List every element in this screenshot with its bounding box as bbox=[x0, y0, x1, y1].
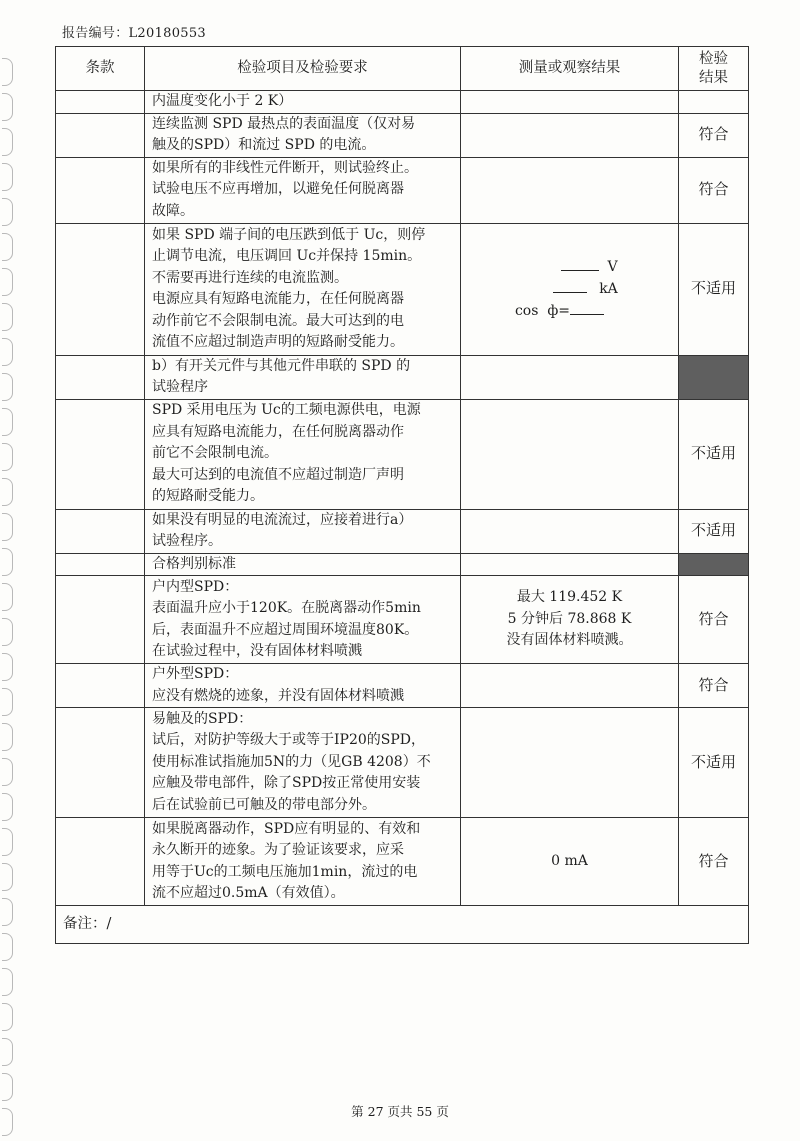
requirement-line: 如果 SPD 端子间的电压跌到低于 Uc，则停 bbox=[152, 226, 426, 243]
requirement-cell bbox=[145, 818, 461, 906]
requirement-cell bbox=[145, 113, 461, 157]
binding-hole bbox=[2, 828, 13, 856]
requirement-line: 内温度变化小于 2 K） bbox=[152, 93, 293, 109]
clause-cell bbox=[56, 113, 145, 157]
requirement-cell bbox=[145, 91, 461, 114]
measurement-line: 0 mA bbox=[551, 852, 588, 869]
measurement-cell bbox=[461, 157, 679, 223]
result-cell: 符合 bbox=[679, 113, 749, 157]
binding-hole bbox=[2, 303, 13, 331]
remarks-row bbox=[56, 906, 749, 944]
binding-hole bbox=[2, 653, 13, 681]
result-cell: 不适用 bbox=[679, 708, 749, 818]
report-number: 报告编号：L20180553 bbox=[62, 26, 207, 41]
requirement-cell bbox=[145, 553, 461, 576]
clause-cell bbox=[56, 509, 145, 553]
requirement-line: 后在试验前已可触及的带电部分外。 bbox=[152, 796, 376, 813]
measurement-cell bbox=[461, 708, 679, 818]
binding-hole bbox=[2, 793, 13, 821]
result-cell-shaded bbox=[679, 355, 749, 399]
cos-phi-label: cos ф= bbox=[514, 303, 571, 319]
requirement-line: 前它不会限制电流。 bbox=[152, 445, 278, 462]
inspection-table bbox=[55, 46, 749, 944]
requirement-line: 试验程序 bbox=[152, 379, 208, 395]
requirement-line: 如果脱离器动作，SPD应有明显的、有效和 bbox=[152, 820, 421, 837]
measurement-line: 最大 119.452 K bbox=[516, 589, 623, 606]
current-unit: kA bbox=[599, 281, 618, 297]
result-cell: 不适用 bbox=[679, 399, 749, 509]
requirement-line: 如果没有明显的电流流过，应接着进行a） bbox=[152, 511, 413, 528]
binding-hole bbox=[2, 863, 13, 891]
requirement-line: SPD 采用电压为 Uc的工频电源供电，电源 bbox=[152, 402, 421, 419]
requirement-line: 止调节电流，电压调回 Uc并保持 15min。 bbox=[152, 248, 422, 264]
requirement-line: 动作前它不会限制电流。最大可达到的电 bbox=[152, 312, 404, 329]
binding-hole bbox=[2, 198, 13, 226]
clause-cell bbox=[56, 664, 145, 708]
clause-cell bbox=[56, 399, 145, 509]
clause-cell bbox=[56, 91, 145, 114]
binding-hole bbox=[2, 408, 13, 436]
binding-hole bbox=[2, 723, 13, 751]
requirement-line: 流值不应超过制造声明的短路耐受能力。 bbox=[152, 334, 404, 350]
requirement-line: 永久断开的迹象。为了验证该要求，应采 bbox=[152, 842, 404, 858]
requirement-cell bbox=[145, 509, 461, 553]
remarks: 备注：/ bbox=[56, 906, 749, 944]
clause-cell bbox=[56, 576, 145, 664]
requirement-cell bbox=[145, 399, 461, 509]
table-row bbox=[56, 818, 749, 906]
measurement-cell bbox=[461, 553, 679, 576]
result-cell bbox=[679, 91, 749, 114]
requirement-cell bbox=[145, 355, 461, 399]
requirement-line: 应触及带电部件，除了SPD按正常使用安装 bbox=[152, 775, 421, 792]
requirement-line: 流不应超过0.5mA（有效值）。 bbox=[152, 885, 345, 901]
requirement-line: 故障。 bbox=[152, 202, 194, 219]
measurement-cell bbox=[461, 576, 679, 664]
result-cell: 符合 bbox=[679, 576, 749, 664]
clause-cell bbox=[56, 818, 145, 906]
binding-hole bbox=[2, 163, 13, 191]
binding-hole bbox=[2, 688, 13, 716]
table-header-row bbox=[56, 47, 749, 91]
table-row bbox=[56, 553, 749, 576]
measurement-cell bbox=[461, 113, 679, 157]
clause-cell bbox=[56, 355, 145, 399]
clause-cell bbox=[56, 553, 145, 576]
requirement-line: 易触及的SPD： bbox=[152, 710, 253, 727]
clause-cell bbox=[56, 157, 145, 223]
requirement-line: 如果所有的非线性元件断开，则试验终止。 bbox=[152, 159, 418, 176]
requirement-line: b）有开关元件与其他元件串联的 SPD 的 bbox=[152, 357, 411, 374]
measurement-cell bbox=[461, 399, 679, 509]
requirement-line: 试验程序。 bbox=[152, 533, 222, 549]
header-clause: 条款 bbox=[56, 47, 145, 91]
binding-hole bbox=[2, 583, 13, 611]
table-row bbox=[56, 113, 749, 157]
binding-hole bbox=[2, 933, 13, 961]
requirement-line: 后，表面温升不应超过周围环境温度80K。 bbox=[152, 621, 419, 638]
requirement-line: 最大可达到的电流值不应超过制造厂声明 bbox=[152, 466, 404, 483]
requirement-cell bbox=[145, 223, 461, 355]
requirement-cell bbox=[145, 157, 461, 223]
table-row bbox=[56, 223, 749, 355]
clause-cell bbox=[56, 708, 145, 818]
requirement-line: 应没有燃烧的迹象，并没有固体材料喷溅 bbox=[152, 687, 404, 704]
binding-hole bbox=[2, 338, 13, 366]
page-number: 第 27 页共 55 页 bbox=[351, 1104, 449, 1119]
requirement-line: 表面温升应小于120K。在脱离器动作5min bbox=[152, 600, 421, 616]
requirement-line: 用等于Uc的工频电压施加1min，流过的电 bbox=[152, 863, 418, 880]
requirement-cell bbox=[145, 576, 461, 664]
result-cell: 符合 bbox=[679, 157, 749, 223]
requirement-line: 使用标准试指施加5N的力（见GB 4208）不 bbox=[152, 753, 431, 770]
binding-hole bbox=[2, 93, 13, 121]
requirement-line: 在试验过程中，没有固体材料喷溅 bbox=[152, 643, 362, 659]
requirement-line: 触及的SPD）和流过 SPD 的电流。 bbox=[152, 137, 376, 153]
result-cell: 符合 bbox=[679, 664, 749, 708]
binding-hole bbox=[2, 233, 13, 261]
header-requirement: 检验项目及检验要求 bbox=[145, 47, 461, 91]
result-cell: 符合 bbox=[679, 818, 749, 906]
binding-hole bbox=[2, 548, 13, 576]
requirement-line: 的短路耐受能力。 bbox=[152, 488, 264, 505]
binding-hole bbox=[2, 478, 13, 506]
table-row bbox=[56, 576, 749, 664]
table-row bbox=[56, 664, 749, 708]
binding-hole bbox=[2, 513, 13, 541]
requirement-line: 户内型SPD： bbox=[152, 578, 239, 595]
requirement-line: 电源应具有短路电流能力，在任何脱离器 bbox=[152, 291, 404, 307]
requirement-line: 合格判别标准 bbox=[152, 555, 236, 572]
table-row bbox=[56, 157, 749, 223]
header-result-line: 结果 bbox=[699, 69, 728, 86]
measurement-cell bbox=[461, 509, 679, 553]
binding-hole bbox=[2, 1003, 13, 1031]
binding-hole bbox=[2, 1038, 13, 1066]
binding-hole bbox=[2, 1073, 13, 1101]
binding-holes bbox=[0, 0, 16, 1141]
requirement-line: 连续监测 SPD 最热点的表面温度（仅对易 bbox=[152, 115, 416, 132]
table-row bbox=[56, 509, 749, 553]
result-cell: 不适用 bbox=[679, 223, 749, 355]
binding-hole bbox=[2, 268, 13, 296]
voltage-unit: V bbox=[607, 259, 618, 275]
binding-hole bbox=[2, 128, 13, 156]
binding-hole bbox=[2, 968, 13, 996]
measurement-cell bbox=[461, 223, 679, 355]
result-cell: 不适用 bbox=[679, 509, 749, 553]
table-row bbox=[56, 399, 749, 509]
binding-hole bbox=[2, 758, 13, 786]
requirement-cell bbox=[145, 708, 461, 818]
measurement-cell bbox=[461, 818, 679, 906]
measurement-line: 没有固体材料喷溅。 bbox=[506, 632, 633, 649]
binding-hole bbox=[2, 898, 13, 926]
result-cell-shaded bbox=[679, 553, 749, 576]
requirement-line: 应具有短路电流能力，在任何脱离器动作 bbox=[152, 423, 404, 440]
requirement-line: 试验电压不应再增加，以避免任何脱离器 bbox=[152, 181, 404, 198]
table-row bbox=[56, 708, 749, 818]
requirement-line: 试后，对防护等级大于或等于IP20的SPD， bbox=[152, 732, 425, 749]
requirement-cell bbox=[145, 664, 461, 708]
measurement-line: 5 分钟后 78.868 K bbox=[507, 610, 632, 627]
requirement-line: 不需要再进行连续的电流监测。 bbox=[152, 269, 348, 286]
binding-hole bbox=[2, 618, 13, 646]
binding-hole bbox=[2, 373, 13, 401]
header-result-line: 检验 bbox=[699, 50, 728, 67]
binding-hole bbox=[2, 443, 13, 471]
measurement-cell bbox=[461, 91, 679, 114]
header-measurement: 测量或观察结果 bbox=[461, 47, 679, 91]
clause-cell bbox=[56, 223, 145, 355]
table-row bbox=[56, 355, 749, 399]
measurement-cell bbox=[461, 664, 679, 708]
table-row bbox=[56, 91, 749, 114]
binding-hole bbox=[2, 58, 13, 86]
header-result bbox=[679, 47, 749, 91]
requirement-line: 户外型SPD： bbox=[152, 666, 239, 682]
measurement-cell bbox=[461, 355, 679, 399]
